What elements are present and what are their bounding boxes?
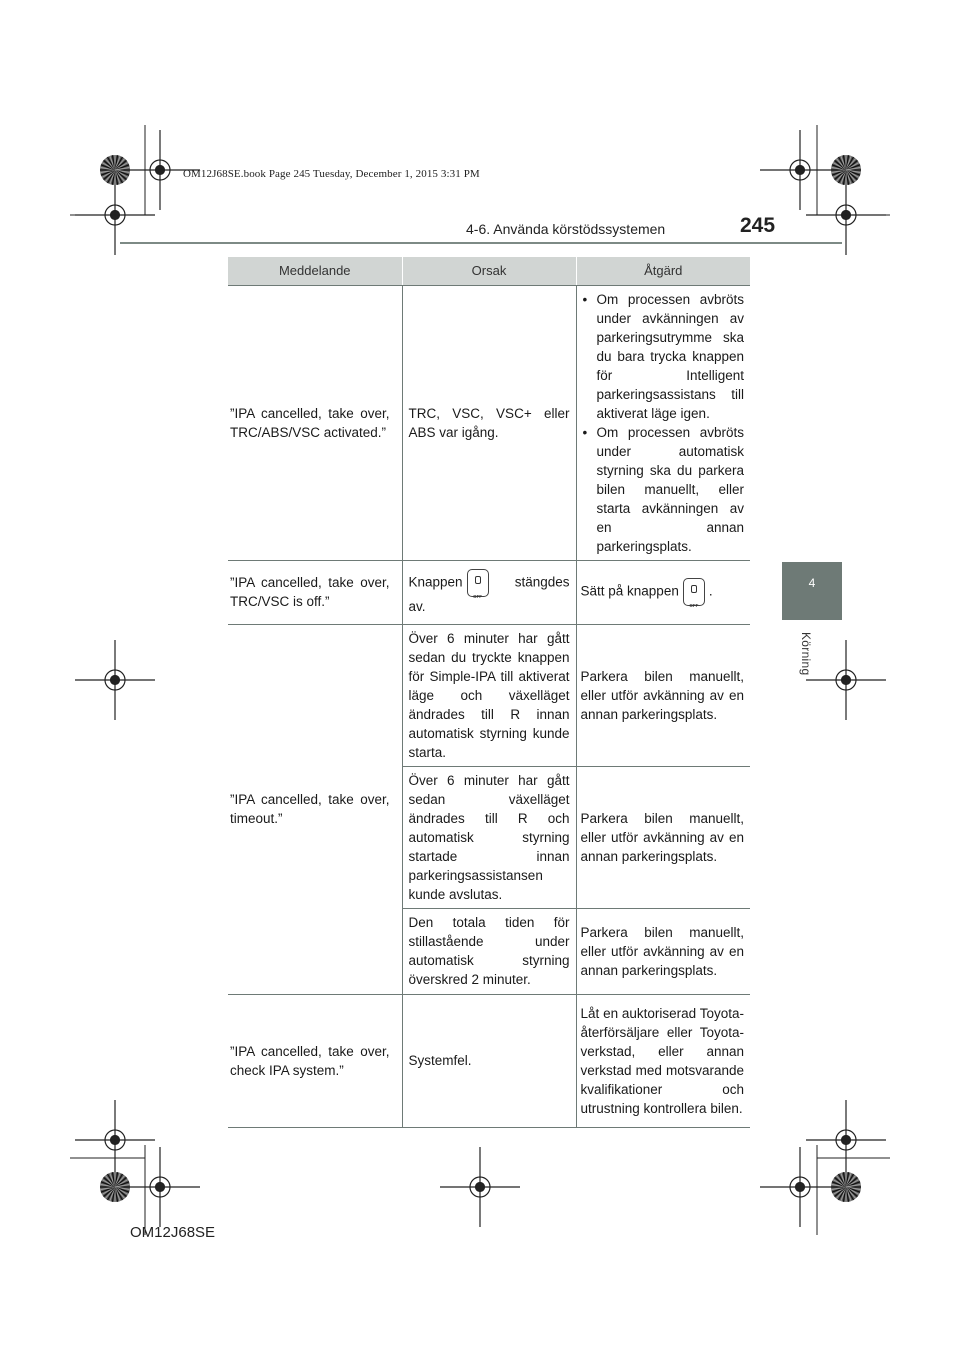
off-label: OFF: [689, 603, 699, 608]
cause-cell: [402, 560, 576, 624]
registration-rosette: [100, 1172, 130, 1202]
registration-crosshair: [440, 1147, 520, 1227]
action-cell: Parkera bilen manuellt, eller utför avkänning av en annan parkeringsplats.: [576, 766, 750, 908]
registration-crosshair: [806, 1100, 886, 1180]
registration-rosette: [831, 155, 861, 185]
action-bullet: • Om processen avbröts under avkänningen av parkeringsutrymme ska du bara trycka knappen för Intelligent parkeringsassistans till aktiverat läge igen.: [581, 290, 745, 423]
registration-crosshair: [75, 640, 155, 720]
registration-crosshair: [760, 1147, 840, 1227]
message-cell: ”IPA cancelled, take over, timeout.”: [228, 624, 402, 994]
header-meddelande: Meddelande: [228, 257, 402, 285]
registration-rosette: [831, 1172, 861, 1202]
cause-cell: Över 6 minuter har gått sedan du tryckte knappen för Simple-IPA till aktiverat läge och växelläget ändrades till R innan automatisk styrning kunde starta.: [402, 624, 576, 766]
header-atgard: Åtgärd: [576, 257, 750, 285]
message-table: [228, 257, 750, 1128]
action-bullet: • Om processen avbröts under automatisk styrning ska du parkera bilen manuellt, eller starta avkänningen av en annan parkeringsplats.: [581, 423, 745, 556]
registration-crosshair: [120, 1147, 200, 1227]
message-cell: ”IPA cancelled, take over, TRC/ABS/VSC activated.”: [228, 285, 402, 560]
action-cell: Parkera bilen manuellt, eller utför avkänning av en annan parkeringsplats.: [576, 624, 750, 766]
registration-crosshair: [75, 1100, 155, 1180]
header-orsak: Orsak: [402, 257, 576, 285]
off-label: OFF: [473, 593, 483, 599]
car-skid-icon: [475, 576, 481, 584]
chapter-tab: [782, 562, 842, 620]
manual-code: OM12J68SE: [130, 1224, 216, 1241]
table-row: [228, 624, 750, 766]
message-cell: ”IPA cancelled, take over, TRC/VSC is off.”: [228, 560, 402, 624]
cause-cell: Den totala tiden för stillastående under automatisk styrning överskred 2 minuter.: [402, 908, 576, 994]
action-cell: [576, 285, 750, 560]
page-number: 245: [740, 214, 776, 237]
message-cell: ”IPA cancelled, take over, check IPA system.”: [228, 994, 402, 1127]
action-cell: Låt en auktoriserad Toyota-återförsäljare eller Toyota-verkstad, eller annan verkstad med motsvarande kvalifikationer och utrustning kontrollera bilen.: [576, 994, 750, 1127]
registration-rosette: [100, 155, 130, 185]
cause-text-after: stängdes av.: [408, 574, 570, 614]
cause-cell: Över 6 minuter har gått sedan växelläget ändrades till R och automatisk styrning startade innan parkeringsassistansen kunde avslutas.: [402, 766, 576, 908]
print-info: OM12J68SE.book Page 245 Tuesday, December 1, 2015 3:31 PM: [183, 168, 480, 180]
table-row: [228, 994, 750, 1127]
cause-text-before: Knappen: [408, 574, 463, 590]
action-text-before: Sätt på knappen: [580, 583, 679, 599]
cause-cell: Systemfel.: [402, 994, 576, 1127]
header-rule: [120, 242, 842, 244]
cause-cell: TRC, VSC, VSC+ eller ABS var igång.: [402, 285, 576, 560]
registration-crosshair: [806, 640, 886, 720]
vsc-off-button-icon: [467, 569, 489, 597]
table-row: [228, 560, 750, 624]
chapter-label: Körning: [799, 632, 813, 676]
car-skid-icon: [691, 585, 697, 593]
section-title: 4-6. Använda körstödssystemen: [466, 221, 666, 237]
vsc-off-button-icon: [683, 578, 705, 606]
action-cell: Parkera bilen manuellt, eller utför avkänning av en annan parkeringsplats.: [576, 908, 750, 994]
action-text-after: .: [708, 583, 713, 599]
chapter-number: 4: [808, 576, 816, 590]
table-header-row: [228, 257, 750, 285]
action-cell: [576, 560, 750, 624]
table-row: [228, 285, 750, 560]
registration-crosshair: [760, 130, 840, 210]
